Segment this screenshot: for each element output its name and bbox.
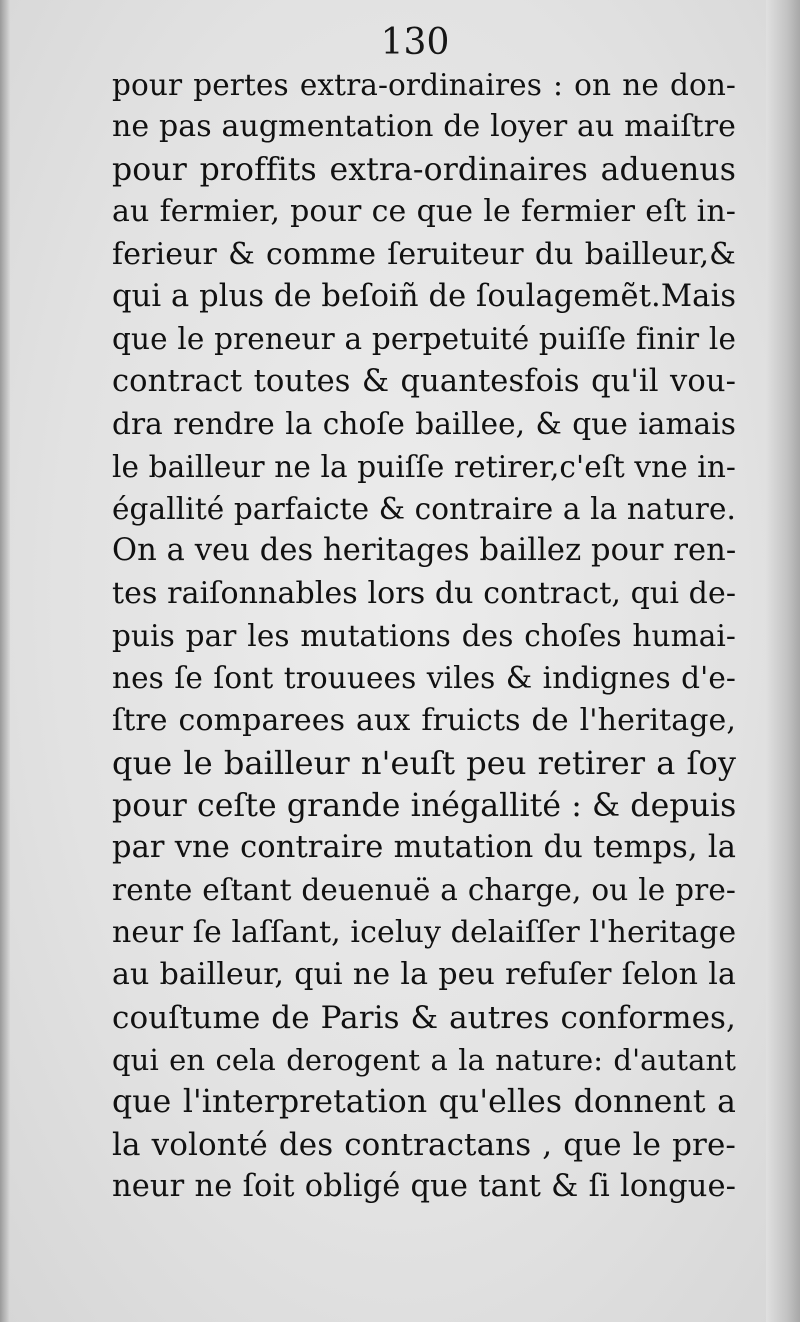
page-right-edge bbox=[766, 0, 800, 1322]
text-line: le bailleur ne la puiſſe retirer,c'eſt vne in- bbox=[112, 449, 736, 484]
text-line: tes raiſonnables lors du contract, qui de- bbox=[112, 575, 737, 611]
text-line: pour proffits extra-ordinaires aduenus bbox=[112, 151, 736, 188]
text-line: pour ceſte grande inégallité : & depuis bbox=[112, 787, 737, 824]
text-line: pour pertes extra-ordinaires : on ne don- bbox=[112, 68, 736, 102]
text-line: puis par les mutations des choſes humai- bbox=[112, 619, 736, 654]
text-line: contract toutes & quantesfois qu'il vou- bbox=[112, 363, 736, 399]
text-line: qui a plus de beſoiñ de ſoulagemẽt.Mais bbox=[112, 278, 737, 314]
text-line: que le preneur a perpetuité puiſſe finir le bbox=[112, 322, 736, 357]
page-number: 130 bbox=[380, 22, 450, 63]
text-line: nes ſe ſont trouuees viles & indignes d'e- bbox=[112, 661, 736, 696]
body-text bbox=[112, 64, 736, 1209]
text-line: neur ſe laſſant, iceluy delaiſſer l'heritage bbox=[112, 914, 737, 950]
text-line: que l'interpretation qu'elles donnent a bbox=[112, 1084, 736, 1121]
text-line: ferieur & comme ſeruiteur du bailleur,& bbox=[112, 236, 736, 272]
text-line: que le bailleur n'euſt peu retirer a ſoy bbox=[112, 744, 736, 783]
page-left-shadow bbox=[0, 0, 10, 1322]
text-line: au bailleur, qui ne la peu refuſer ſelon la bbox=[112, 957, 736, 993]
text-line: égallité parfaicte & contraire a la nature. bbox=[112, 491, 736, 526]
text-line: dra rendre la choſe baillee, & que iamais bbox=[112, 407, 736, 442]
text-line: neur ne ſoit obligé que tant & ſi longue- bbox=[112, 1169, 736, 1205]
text-line: ne pas augmentation de loyer au maiſtre bbox=[112, 109, 736, 145]
text-line: au fermier, pour ce que le fermier eſt in- bbox=[112, 194, 736, 230]
text-line: qui en cela derogent a la nature: d'autant bbox=[112, 1042, 736, 1077]
text-line: par vne contraire mutation du temps, la bbox=[112, 830, 736, 866]
text-line: rente eſtant deuenuë a charge, ou le pre- bbox=[112, 873, 736, 908]
text-line: couſtume de Paris & autres conformes, bbox=[112, 999, 736, 1036]
text-line: On a veu des heritages baillez pour ren- bbox=[112, 533, 737, 569]
text-line: la volonté des contractans , que le pre- bbox=[112, 1126, 736, 1163]
text-line: ſtre comparees aux fruicts de l'heritage, bbox=[112, 702, 736, 738]
